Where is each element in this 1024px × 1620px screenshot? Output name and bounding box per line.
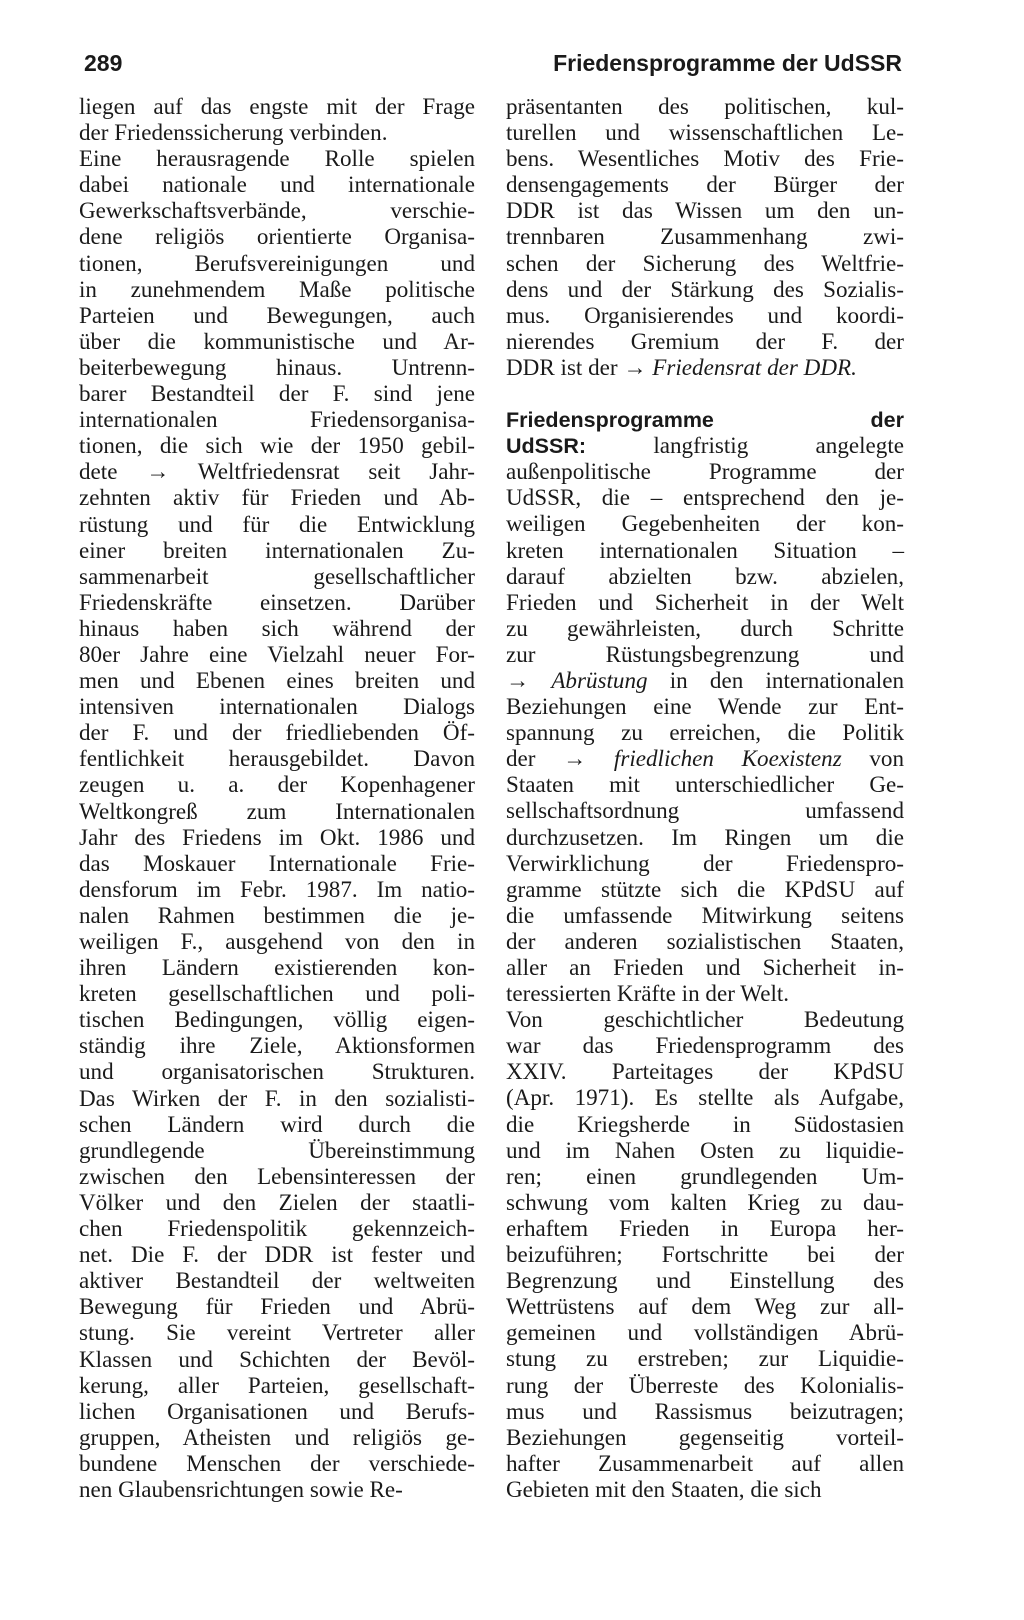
text-line: kerung, aller Parteien, gesellschaft- xyxy=(79,1371,475,1398)
text-line: Beziehungen gegenseitig vorteil- xyxy=(506,1423,904,1450)
text-line: dabei nationale und internationale xyxy=(79,171,475,198)
text-line: weiligen Gegebenheiten der kon- xyxy=(506,510,904,537)
text-line: net. Die F. der DDR ist fester und xyxy=(79,1241,475,1268)
text-line: und im Nahen Osten zu liquidie- xyxy=(506,1136,904,1163)
entry-headword-2: der xyxy=(870,408,904,433)
text-line: gramme stützte sich die KPdSU auf xyxy=(506,875,904,902)
text-line: lichen Organisationen und Berufs- xyxy=(79,1397,475,1424)
entry-spacer xyxy=(506,380,904,406)
text-line: mus und Rassismus beizutragen; xyxy=(506,1397,904,1424)
text-line: die Kriegsherde in Südostasien xyxy=(506,1110,904,1137)
text-line: Beziehungen eine Wende zur Ent- xyxy=(506,693,904,720)
text-line: schwung vom kalten Krieg zu dau- xyxy=(506,1188,904,1215)
text-line: Jahr des Friedens im Okt. 1986 und xyxy=(79,823,475,850)
cross-reference-friedensrat: Friedensrat der DDR. xyxy=(652,353,857,380)
text-line: über die kommunistische und Ar- xyxy=(79,327,475,354)
text-line: der anderen sozialistischen Staaten, xyxy=(506,927,904,954)
text-line: Das Wirken der F. in den sozialisti- xyxy=(79,1084,475,1111)
text-line: (Apr. 1971). Es stellte als Aufgabe, xyxy=(506,1084,904,1111)
text-line: tionen, Berufsvereinigungen und xyxy=(79,249,475,276)
entry-body-part2 xyxy=(506,693,904,745)
text-line: tionen, die sich wie der 1950 gebil- xyxy=(79,432,475,459)
text-line: intensiven internationalen Dialogs xyxy=(79,693,475,720)
text-line: und organisatorischen Strukturen. xyxy=(79,1058,475,1085)
page-header xyxy=(84,46,902,80)
cross-reference-abruestung: Abrüstung xyxy=(551,666,648,693)
text-line xyxy=(506,354,904,380)
text-line: Von geschichtlicher Bedeutung xyxy=(506,1006,904,1033)
text-fragment: in den internationalen xyxy=(647,666,904,693)
text-line: aktiver Bestandteil der weltweiten xyxy=(79,1267,475,1294)
text-line: kreten internationalen Situation – xyxy=(506,536,904,563)
text-line: spannung zu erreichen, die Politik xyxy=(506,719,904,746)
text-line: zeugen u. a. der Kopenhagener xyxy=(79,771,475,798)
text-line: Verwirklichung der Friedenspro- xyxy=(506,849,904,876)
text-line: XXIV. Parteitages der KPdSU xyxy=(506,1058,904,1085)
text-line: beiterbewegung hinaus. Untrenn- xyxy=(79,353,475,380)
text-line: fentlichkeit herausgebildet. Davon xyxy=(79,745,475,772)
text-line: präsentanten des politischen, kul- xyxy=(506,93,904,119)
text-line: teressierten Kräfte in der Welt. xyxy=(506,980,790,1007)
text-line: hinaus haben sich während der xyxy=(79,614,475,641)
text-fragment: von xyxy=(841,745,904,772)
text-line: Friedenskräfte einsetzen. Darüber xyxy=(79,588,475,615)
text-line: trennbaren Zusammenhang zwi- xyxy=(506,223,904,250)
text-line: densengagements der Bürger der xyxy=(506,171,904,198)
text-line: war das Friedensprogramm des xyxy=(506,1032,904,1059)
text-line: Bewegung für Frieden und Abrü- xyxy=(79,1293,475,1320)
text-line: der Friedenssicherung verbinden. xyxy=(79,119,388,146)
text-line: weiligen F., ausgehend von den in xyxy=(79,928,475,954)
text-line: hafter Zusammenarbeit auf allen xyxy=(506,1449,904,1476)
text-line: gruppen, Atheisten und religiös ge- xyxy=(79,1423,475,1450)
text-line: dens und der Stärkung des Sozialis- xyxy=(506,275,904,302)
entry-definition-start: langfristig angelegte xyxy=(586,432,904,459)
text-line: chen Friedenspolitik gekennzeich- xyxy=(79,1215,475,1242)
text-line xyxy=(506,745,904,771)
text-line: Staaten mit unterschiedlicher Ge- xyxy=(506,771,904,798)
text-line: zur Rüstungsbegrenzung und xyxy=(506,640,904,667)
text-line: bens. Wesentliches Motiv des Frie- xyxy=(506,145,904,172)
right-text-column xyxy=(506,93,904,1502)
text-line: dene religiös orientierte Organisa- xyxy=(79,223,475,250)
dictionary-entry xyxy=(506,406,904,1502)
text-line: bundene Menschen der verschiede- xyxy=(79,1449,475,1476)
text-line xyxy=(506,667,904,693)
text-line: gemeinen und vollständigen Abrü- xyxy=(506,1319,904,1346)
text-line: rüstung und für die Entwicklung xyxy=(79,510,475,537)
text-line: men und Ebenen eines breiten und xyxy=(79,667,475,694)
text-line: darauf abzielten bzw. abzielen, xyxy=(506,562,904,589)
text-line: Parteien und Bewegungen, auch xyxy=(79,301,475,328)
entry-body-part1 xyxy=(506,458,904,667)
text-line: 80er Jahre eine Vielzahl neuer For- xyxy=(79,640,475,667)
text-line: Eine herausragende Rolle spielen xyxy=(79,145,475,172)
text-line: ihren Ländern existierenden kon- xyxy=(79,954,475,981)
entry-body-part3 xyxy=(506,771,904,1006)
text-fragment: der → xyxy=(506,745,614,772)
entry-headword-line xyxy=(506,406,904,432)
text-line: Gebieten mit den Staaten, die sich xyxy=(506,1475,822,1502)
text-line: zehnten aktiv für Frieden und Ab- xyxy=(79,484,475,511)
text-line: Weltkongreß zum Internationalen xyxy=(79,797,475,824)
text-line: Gewerkschaftsverbände, verschie- xyxy=(79,197,475,224)
text-line: sellschaftsordnung umfassend xyxy=(506,797,904,824)
text-line: zu gewährleisten, durch Schritte xyxy=(506,614,904,641)
text-line: schen der Sicherung des Weltfrie- xyxy=(506,249,904,276)
left-text-column xyxy=(79,93,475,1502)
text-line: aller an Frieden und Sicherheit in- xyxy=(506,954,904,980)
text-line: dete → Weltfriedensrat seit Jahr- xyxy=(79,458,475,485)
text-line: sammenarbeit gesellschaftlicher xyxy=(79,562,475,589)
entry-headword: Friedensprogramme xyxy=(506,408,714,433)
text-line: DDR ist das Wissen um den un- xyxy=(506,197,904,224)
text-line: Begrenzung und Einstellung des xyxy=(506,1267,904,1294)
text-line: in zunehmendem Maße politische xyxy=(79,275,475,302)
entry-body-part4 xyxy=(506,1006,904,1502)
text-line: die umfassende Mitwirkung seitens xyxy=(506,901,904,928)
entry-headword-3: UdSSR: xyxy=(506,434,587,459)
cross-reference-arrow: → xyxy=(506,666,552,693)
text-line: beizuführen; Fortschritte bei der xyxy=(506,1241,904,1268)
text-line: nen Glaubensrichtungen sowie Re- xyxy=(79,1475,403,1502)
text-line: turellen und wissenschaftlichen Le- xyxy=(506,119,904,146)
text-line xyxy=(506,432,904,458)
page-number: 289 xyxy=(84,50,123,76)
text-line: Klassen und Schichten der Bevöl- xyxy=(79,1345,475,1372)
text-line: das Moskauer Internationale Frie- xyxy=(79,849,475,876)
text-line: nierendes Gremium der F. der xyxy=(506,327,904,354)
text-line: tischen Bedingungen, völlig eigen- xyxy=(79,1006,475,1033)
text-line: außenpolitische Programme der xyxy=(506,458,904,485)
text-line: erhaftem Frieden in Europa her- xyxy=(506,1214,904,1241)
text-line: einer breiten internationalen Zu- xyxy=(79,536,475,563)
text-line: stung. Sie vereint Vertreter aller xyxy=(79,1319,475,1346)
cross-reference-koexistenz: friedlichen Koexistenz xyxy=(613,745,842,772)
continued-paragraph xyxy=(506,93,904,354)
text-line: Wettrüstens auf dem Weg zur all- xyxy=(506,1293,904,1320)
text-line: ren; einen grundlegenden Um- xyxy=(506,1162,904,1189)
text-line: Völker und den Zielen der staatli- xyxy=(79,1188,475,1215)
text-line: densforum im Febr. 1987. Im natio- xyxy=(79,875,475,902)
text-line: kreten gesellschaftlichen und poli- xyxy=(79,980,475,1007)
text-line: barer Bestandteil der F. sind jene xyxy=(79,380,475,407)
text-line: schen Ländern wird durch die xyxy=(79,1110,475,1137)
text-line: nalen Rahmen bestimmen die je- xyxy=(79,901,475,928)
text-line: UdSSR, die – entsprechend den je- xyxy=(506,484,904,511)
cross-reference-prefix: DDR ist der → xyxy=(506,353,653,380)
text-line: internationalen Friedensorganisa- xyxy=(79,406,475,433)
text-line: mus. Organisierendes und koordi- xyxy=(506,301,904,328)
text-line: durchzusetzen. Im Ringen um die xyxy=(506,823,904,850)
text-line: zwischen den Lebensinteressen der xyxy=(79,1162,475,1189)
text-line: grundlegende Übereinstimmung xyxy=(79,1136,475,1163)
text-line: Frieden und Sicherheit in der Welt xyxy=(506,588,904,615)
text-line: der F. und der friedliebenden Öf- xyxy=(79,719,475,746)
text-line: stung zu erstreben; zur Liquidie- xyxy=(506,1345,904,1372)
text-line: ständig ihre Ziele, Aktionsformen xyxy=(79,1032,475,1059)
text-line: liegen auf das engste mit der Frage xyxy=(79,93,475,119)
text-line: rung der Überreste des Kolonialis- xyxy=(506,1371,904,1398)
running-head: Friedensprogramme der UdSSR xyxy=(553,50,902,76)
